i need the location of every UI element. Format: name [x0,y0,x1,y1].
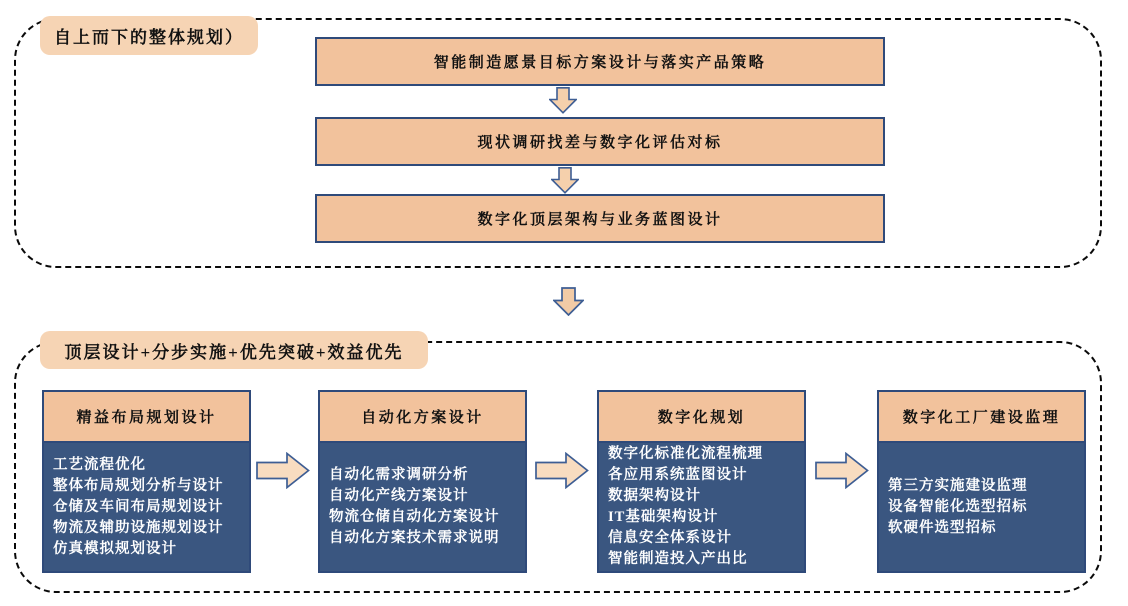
column-digital-factory-supervision [877,390,1086,573]
column-item: 工艺流程优化 [53,456,146,473]
column-body [877,443,1086,573]
column-body [42,443,251,573]
column-item: 自动化产线方案设计 [329,488,469,504]
column-item: 数据架构设计 [608,488,701,504]
column-lean-layout-planning [42,390,251,573]
right-arrow-icon [815,452,869,489]
column-header: 自动化方案设计 [318,390,527,443]
column-header: 数字化工厂建设监理 [877,390,1086,443]
column-digitalization-planning [597,390,806,573]
column-body [318,443,527,573]
column-item: 第三方实施建设监理 [888,477,1028,494]
column-automation-solution-design [318,390,527,573]
column-item: 自动化方案技术需求说明 [329,530,500,546]
column-item: 智能制造投入产出比 [608,551,748,567]
down-arrow-icon [553,287,584,316]
top-panel-label: 自上而下的整体规划） [40,16,258,55]
column-header: 精益布局规划设计 [42,390,251,443]
column-header: 数字化规划 [597,390,806,443]
column-item: 设备智能化选型招标 [888,498,1028,515]
flow-step-current-state-benchmark: 现状调研找差与数字化评估对标 [315,117,885,166]
column-item: 整体布局规划分析与设计 [53,477,224,494]
flow-step-digital-architecture-blueprint: 数字化顶层架构与业务蓝图设计 [315,194,885,243]
column-item: 仿真模拟规划设计 [53,540,177,557]
column-item: 数字化标准化流程梳理 [608,446,763,462]
down-arrow-icon [551,167,579,194]
column-item: 软硬件选型招标 [888,519,997,536]
column-item: 物流及辅助设施规划设计 [53,519,224,536]
flow-step-vision-strategy: 智能制造愿景目标方案设计与落实产品策略 [315,37,885,86]
column-item: 自动化需求调研分析 [329,467,469,483]
column-item: 仓储及车间布局规划设计 [53,498,224,515]
column-item: IT基础架构设计 [608,509,719,525]
down-arrow-icon [549,87,577,114]
column-item: 物流仓储自动化方案设计 [329,509,500,525]
right-arrow-icon [256,452,310,489]
column-item: 各应用系统蓝图设计 [608,467,748,483]
implementation-panel-label: 顶层设计+分步实施+优先突破+效益优先 [40,331,428,369]
column-body [597,443,806,573]
column-item: 信息安全体系设计 [608,530,732,546]
right-arrow-icon [535,452,589,489]
